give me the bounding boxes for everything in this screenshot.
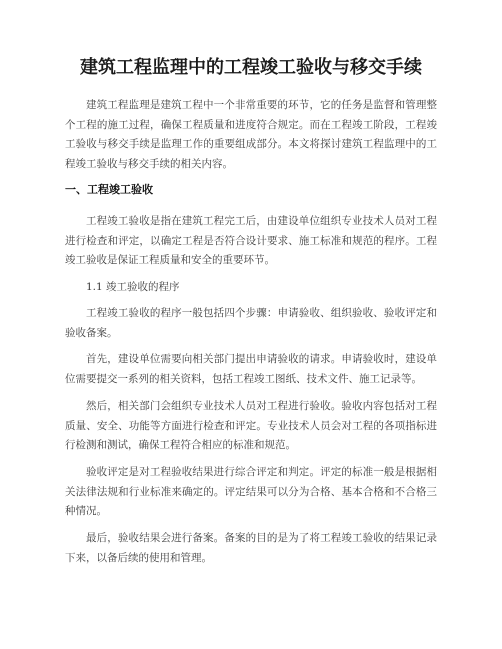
acceptance-definition-paragraph: 工程竣工验收是指在建筑工程完工后，由建设单位组织专业技术人员对工程进行检查和评定，以确定工程是否符合设计要求、施工标准和规范的程序。工程竣工验收是保证工程质量和安全的重要环节。 [65,215,437,266]
organization-paragraph: 然后，相关部门会组织专业技术人员对工程进行验收。验收内容包括对工程质量、安全、功能等方面进行检查和评定。专业技术人员会对工程的各项指标进行检测和测试，确保工程符合相应的标准和规范。 [65,400,437,451]
procedure-paragraph: 工程竣工验收的程序一般包括四个步骤：申请验收、组织验收、验收评定和验收备案。 [65,307,437,339]
section-heading-acceptance: 一、工程竣工验收 [65,183,153,196]
document-title: 建筑工程监理中的工程竣工验收与移交手续 [80,57,422,78]
filing-paragraph: 最后，验收结果会进行备案。备案的目的是为了将工程竣工验收的结果记录下来，以备后续的使用和管理。 [65,532,437,564]
sub-heading-procedure: 1.1 竣工验收的程序 [86,281,180,293]
intro-paragraph: 建筑工程监理是建筑工程中一个非常重要的环节，它的任务是监督和管理整个工程的施工过程，确保工程质量和进度符合规定。而在工程竣工阶段，工程竣工验收与移交手续是监理工作的重要组成部分。本文将探讨建筑工程监理中的工程竣工验收与移交手续的相关内容。 [65,99,437,170]
application-paragraph: 首先，建设单位需要向相关部门提出申请验收的请求。申请验收时，建设单位需要提交一系列的相关资料，包括工程竣工图纸、技术文件、施工记录等。 [65,353,437,385]
evaluation-paragraph: 验收评定是对工程验收结果进行综合评定和判定。评定的标准一般是根据相关法律法规和行业标准来确定的。评定结果可以分为合格、基本合格和不合格三种情况。 [65,466,437,517]
